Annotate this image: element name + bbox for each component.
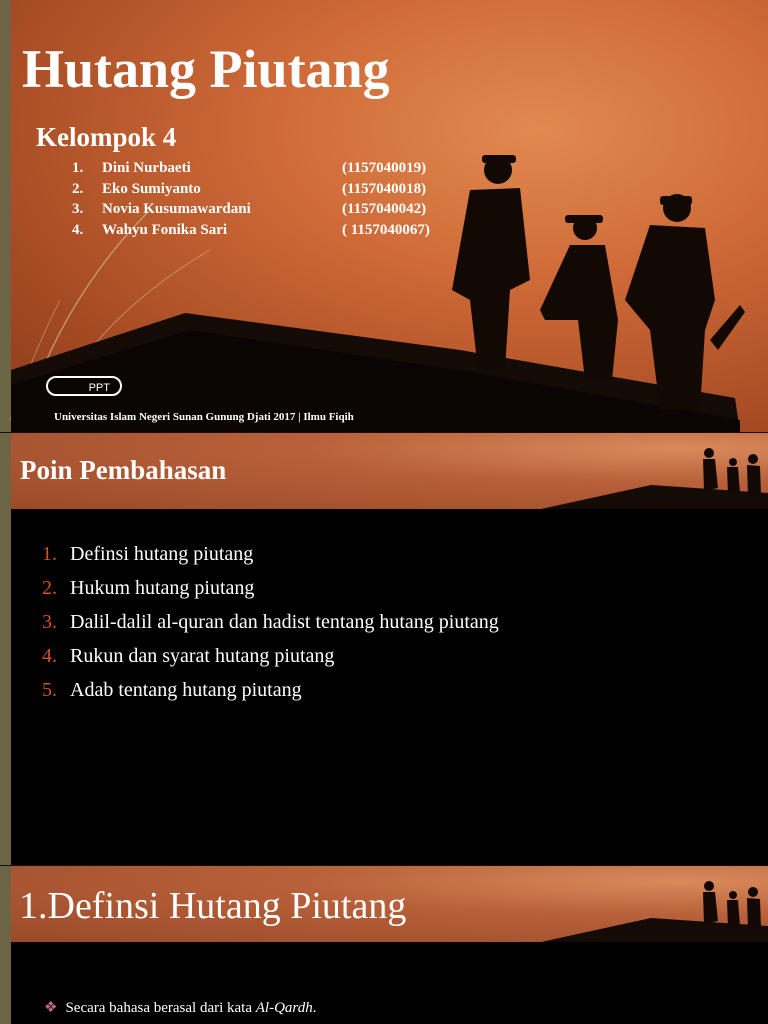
presentation-title: Hutang Piutang: [22, 39, 390, 99]
left-accent-bar: [0, 866, 11, 1024]
member-row: [72, 160, 472, 181]
member-name: Eko Sumiyanto: [102, 180, 201, 197]
list-item: [42, 611, 499, 645]
member-nim: (1157040019): [342, 160, 427, 176]
item-text: Hukum hutang piutang: [70, 577, 255, 599]
member-name: Novia Kusumawardani: [102, 201, 251, 217]
slide-title: 1.Definsi Hutang Piutang: [19, 885, 407, 927]
item-text: Rukun dan syarat hutang piutang: [70, 645, 335, 667]
member-name: Dini Nurbaeti: [102, 160, 191, 176]
slide-footer: Universitas Islam Negeri Sunan Gunung Djati 2017 | Ilmu Fiqih: [54, 411, 354, 423]
agenda-slide: [0, 433, 768, 865]
header-band: [11, 433, 768, 509]
ppt-logo-badge: PPT: [46, 376, 122, 396]
member-number: 2.: [72, 180, 84, 197]
title-slide: [0, 0, 768, 432]
bullet-text: Secara bahasa berasal dari kata: [65, 1000, 256, 1016]
item-text: Adab tentang hutang piutang: [70, 679, 302, 701]
agenda-list: [42, 543, 499, 713]
member-nim: ( 1157040067): [342, 221, 430, 238]
list-item: [42, 679, 499, 713]
bullet-end: .: [312, 1000, 317, 1016]
member-number: 3.: [72, 201, 84, 217]
slide-title: Poin Pembahasan: [20, 455, 227, 485]
member-row: [72, 222, 472, 243]
member-row: [72, 201, 472, 222]
diamond-bullet-icon: ❖: [44, 1000, 58, 1016]
member-nim: (1157040018): [342, 180, 427, 197]
list-item: [42, 577, 499, 611]
member-list: [72, 160, 472, 242]
item-number: 2.: [42, 577, 57, 599]
bullet-term: Al-Qardh: [255, 1000, 313, 1016]
member-name: Wahyu Fonika Sari: [102, 221, 228, 238]
item-text: Definsi hutang piutang: [70, 543, 254, 565]
member-number: 1.: [72, 160, 84, 176]
list-item: [42, 543, 499, 577]
list-item: [42, 645, 499, 679]
item-number: 4.: [42, 645, 57, 667]
group-name: Kelompok 4: [36, 122, 177, 152]
item-number: 3.: [42, 611, 57, 633]
left-accent-bar: [0, 433, 11, 865]
item-number: 1.: [42, 543, 57, 565]
definition-slide: [0, 866, 768, 1024]
bullet-point: [44, 998, 316, 1017]
header-band: [11, 866, 768, 942]
member-number: 4.: [72, 221, 84, 238]
item-number: 5.: [42, 679, 57, 701]
item-text: Dalil-dalil al-quran dan hadist tentang hutang piutang: [70, 611, 499, 633]
member-row: [72, 181, 472, 202]
member-nim: (1157040042): [342, 201, 427, 217]
